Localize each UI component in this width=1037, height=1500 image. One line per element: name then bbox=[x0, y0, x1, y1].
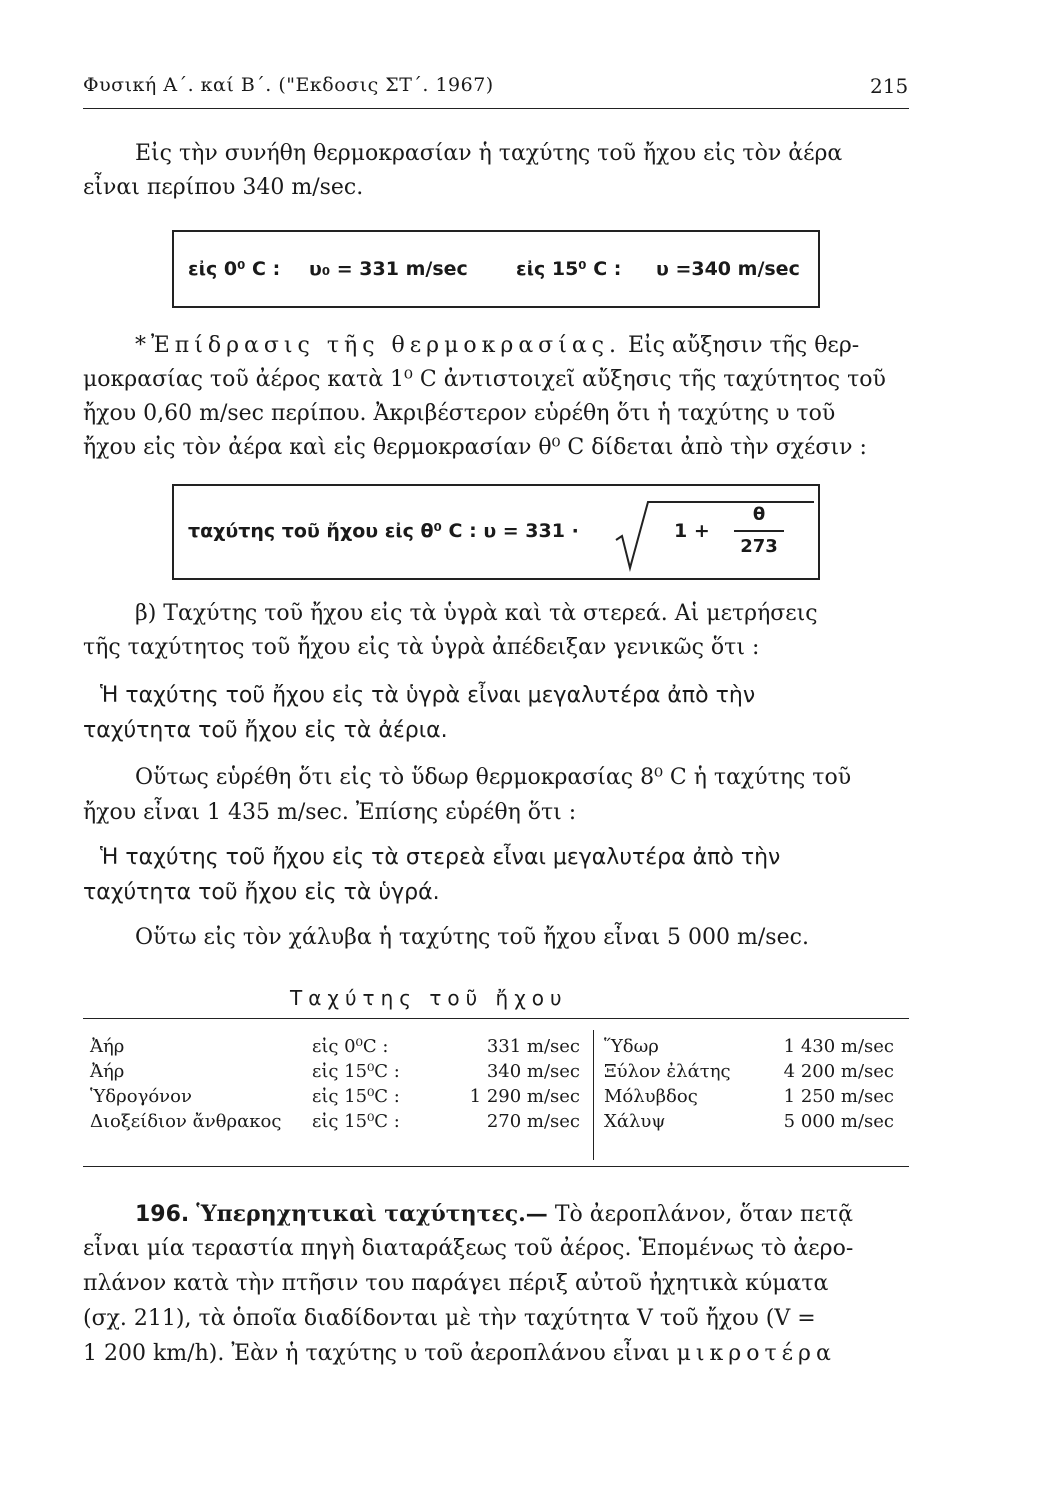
speed-table-divider bbox=[593, 1030, 594, 1160]
para2-line1-rest: Εἰς αὔξησιν τῆς θερ- bbox=[627, 333, 860, 358]
speed-table-title: Ταχύτης τοῦ ἤχου bbox=[290, 986, 568, 1010]
section196-line5-spaced: μικροτέρα bbox=[676, 1341, 836, 1366]
table-row bbox=[598, 1034, 900, 1059]
table-row bbox=[598, 1084, 900, 1109]
section-title: Ὑπερηχητικαὶ ταχύτητες.— bbox=[196, 1201, 548, 1227]
section196-line4: (σχ. 211), τὰ ὁποῖα διαδίδονται μὲ τὴν ταχύτητα V τοῦ ἤχου (V = bbox=[83, 1306, 816, 1331]
para1-line2: εἶναι περίπου 340 m/sec. bbox=[83, 175, 364, 200]
para2-line1 bbox=[135, 330, 859, 362]
condition-cell: εἰς 15⁰C : bbox=[312, 1061, 400, 1082]
para2-line4: ἤχου εἰς τὸν ἀέρα καὶ εἰς θερμοκρασίαν θ⁰ C δίδεται ἀπὸ τὴν σχέσιν : bbox=[83, 435, 867, 460]
speed-table-right bbox=[598, 1034, 900, 1134]
statement1-line1: Ἡ ταχύτης τοῦ ἤχου εἰς τὰ ὑγρὰ εἶναι μεγαλυτέρα ἀπὸ τὴν bbox=[100, 683, 756, 708]
header-rule bbox=[83, 108, 909, 109]
para1-line1: Εἰς τὴν συνήθη θερμοκρασίαν ἡ ταχύτης τοῦ ἤχου εἰς τὸν ἀέρα bbox=[135, 141, 843, 166]
speed-table-left bbox=[84, 1034, 586, 1134]
statement1-line2: ταχύτητα τοῦ ἤχου εἰς τὰ ἀέρια. bbox=[83, 718, 448, 743]
fraction-denominator: 273 bbox=[740, 536, 778, 557]
speed-table-bottom-rule bbox=[83, 1166, 909, 1167]
medium-cell: Ξύλον ἐλάτης bbox=[604, 1061, 731, 1082]
value-cell: 1 250 m/sec bbox=[783, 1086, 894, 1107]
statement2-line1: Ἡ ταχύτης τοῦ ἤχου εἰς τὰ στερεὰ εἶναι μεγαλυτέρα ἀπὸ τὴν bbox=[100, 845, 781, 870]
formula-one-plus: 1 + bbox=[674, 520, 710, 542]
page-number: 215 bbox=[870, 74, 909, 98]
formula-box bbox=[172, 484, 820, 580]
box1-part3: εἰς 15⁰ C : bbox=[516, 258, 622, 280]
running-header: Φυσική Α΄. καί Β΄. ("Εκδοσις ΣΤ΄. 1967) bbox=[83, 74, 494, 96]
para2-line2: μοκρασίας τοῦ ἀέρος κατὰ 1⁰ C ἀντιστοιχεῖ αὔξησις τῆς ταχύτητος τοῦ bbox=[83, 367, 886, 392]
para3-line2: τῆς ταχύτητος τοῦ ἤχου εἰς τὰ ὑγρὰ ἀπέδειξαν γενικῶς ὅτι : bbox=[83, 635, 760, 660]
fraction-numerator: θ bbox=[752, 504, 766, 525]
medium-cell: Ἀήρ bbox=[90, 1036, 125, 1057]
section-heading-temperature: *Ἐπίδρασις τῆς θερμοκρασίας. bbox=[135, 333, 621, 358]
table-row bbox=[84, 1109, 586, 1134]
speed-table-top-rule bbox=[83, 1018, 909, 1019]
section196-line3: πλάνον κατὰ τὴν πτῆσιν του παράγει πέριξ αὐτοῦ ἠχητικὰ κύματα bbox=[83, 1271, 829, 1296]
para3-line1: β) Ταχύτης τοῦ ἤχου εἰς τὰ ὑγρὰ καὶ τὰ στερεά. Αἱ μετρήσεις bbox=[135, 601, 818, 626]
speed-box bbox=[172, 230, 820, 308]
medium-cell: Ὑδρογόνον bbox=[90, 1086, 192, 1107]
sqrt-sign bbox=[614, 496, 814, 576]
statement2-line2: ταχύτητα τοῦ ἤχου εἰς τὰ ὑγρά. bbox=[83, 880, 440, 905]
table-row bbox=[84, 1034, 586, 1059]
condition-cell: εἰς 15⁰C : bbox=[312, 1086, 400, 1107]
medium-cell: Ἀήρ bbox=[90, 1061, 125, 1082]
fraction-bar bbox=[734, 530, 784, 532]
table-row bbox=[84, 1059, 586, 1084]
medium-cell: Ὕδωρ bbox=[604, 1036, 659, 1057]
value-cell: 4 200 m/sec bbox=[783, 1061, 894, 1082]
section196-line5 bbox=[83, 1338, 836, 1370]
para5-line1: Οὕτω εἰς τὸν χάλυβα ἡ ταχύτης τοῦ ἤχου εἶναι 5 000 m/sec. bbox=[135, 925, 809, 950]
table-row bbox=[598, 1109, 900, 1134]
section196-line1 bbox=[135, 1198, 853, 1231]
para2-line3: ἤχου 0,60 m/sec περίπου. Ἀκριβέστερον εὑρέθη ὅτι ἡ ταχύτης υ τοῦ bbox=[83, 401, 836, 426]
section196-line5-start: 1 200 km/h). Ἐὰν ἡ ταχύτης υ τοῦ ἀεροπλάνου εἶναι bbox=[83, 1341, 670, 1366]
condition-cell: εἰς 15⁰C : bbox=[312, 1111, 400, 1132]
medium-cell: Διοξείδιον ἄνθρακος bbox=[90, 1111, 282, 1132]
box1-part1: εἰς 0⁰ C : bbox=[188, 258, 281, 280]
box1-part2: υ₀ = 331 m/sec bbox=[309, 258, 468, 280]
table-row bbox=[84, 1084, 586, 1109]
value-cell: 1 430 m/sec bbox=[783, 1036, 894, 1057]
section196-line2: εἶναι μία τεραστία πηγὴ διαταράξεως τοῦ ἀέρος. Ἑπομένως τὸ ἀερο- bbox=[83, 1236, 854, 1261]
value-cell: 1 290 m/sec bbox=[469, 1086, 580, 1107]
value-cell: 5 000 m/sec bbox=[783, 1111, 894, 1132]
medium-cell: Μόλυβδος bbox=[604, 1086, 698, 1107]
para4-line2: ἤχου εἶναι 1 435 m/sec. Ἐπίσης εὑρέθη ὅτι : bbox=[83, 800, 577, 825]
table-row bbox=[598, 1059, 900, 1084]
medium-cell: Χάλυψ bbox=[604, 1111, 666, 1132]
value-cell: 331 m/sec bbox=[486, 1036, 580, 1057]
value-cell: 270 m/sec bbox=[486, 1111, 580, 1132]
para4-line1: Οὕτως εὑρέθη ὅτι εἰς τὸ ὕδωρ θερμοκρασίας 8⁰ C ἡ ταχύτης τοῦ bbox=[135, 765, 852, 790]
box1-part4: υ =340 m/sec bbox=[656, 258, 800, 280]
formula-label: ταχύτης τοῦ ἤχου εἰς θ⁰ C : υ = 331 · bbox=[188, 520, 579, 542]
section196-line1-rest: Τὸ ἀεροπλάνον, ὅταν πετᾷ bbox=[554, 1202, 853, 1227]
value-cell: 340 m/sec bbox=[486, 1061, 580, 1082]
section-number: 196. bbox=[135, 1202, 190, 1227]
condition-cell: εἰς 0⁰C : bbox=[312, 1036, 389, 1057]
